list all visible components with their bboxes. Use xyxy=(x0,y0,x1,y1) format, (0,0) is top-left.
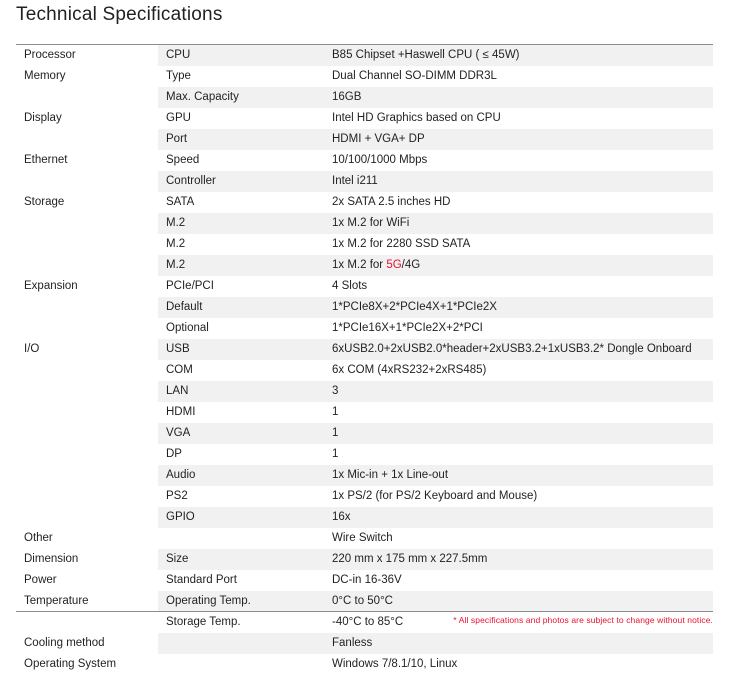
spec-value-cell: -40°C to 85°C xyxy=(324,612,713,633)
table-row xyxy=(16,87,713,108)
spec-category-cell: Memory xyxy=(16,66,158,87)
spec-category-cell xyxy=(16,486,158,507)
spec-category-cell xyxy=(16,444,158,465)
specifications-table-body xyxy=(16,45,713,675)
spec-category-cell xyxy=(16,297,158,318)
spec-subcategory-cell: HDMI xyxy=(158,402,324,423)
spec-value-cell: 6x COM (4xRS232+2xRS485) xyxy=(324,360,713,381)
spec-subcategory-cell: Type xyxy=(158,66,324,87)
table-row xyxy=(16,633,713,654)
spec-subcategory-cell: Storage Temp. xyxy=(158,612,324,633)
spec-value-cell: 1x M.2 for 2280 SSD SATA xyxy=(324,234,713,255)
spec-subcategory-cell: COM xyxy=(158,360,324,381)
table-row xyxy=(16,108,713,129)
table-bottom-rule xyxy=(16,611,713,612)
spec-subcategory-cell: DP xyxy=(158,444,324,465)
spec-value-cell: 1x PS/2 (for PS/2 Keyboard and Mouse) xyxy=(324,486,713,507)
spec-subcategory-cell xyxy=(158,528,324,549)
spec-value-cell xyxy=(324,255,713,276)
spec-category-cell: Dimension xyxy=(16,549,158,570)
spec-value-part: 5G xyxy=(386,259,402,271)
spec-value-cell: 1x M.2 for WiFi xyxy=(324,213,713,234)
spec-category-cell xyxy=(16,612,158,633)
spec-category-cell xyxy=(16,318,158,339)
table-row xyxy=(16,171,713,192)
table-row xyxy=(16,465,713,486)
spec-subcategory-cell: VGA xyxy=(158,423,324,444)
spec-value-cell: 1x Mic-in + 1x Line-out xyxy=(324,465,713,486)
table-row xyxy=(16,507,713,528)
spec-subcategory-cell xyxy=(158,633,324,654)
spec-value-cell: 3 xyxy=(324,381,713,402)
spec-category-cell xyxy=(16,507,158,528)
spec-category-cell xyxy=(16,402,158,423)
spec-subcategory-cell: USB xyxy=(158,339,324,360)
table-row xyxy=(16,255,713,276)
spec-subcategory-cell: LAN xyxy=(158,381,324,402)
spec-category-cell: Power xyxy=(16,570,158,591)
table-row xyxy=(16,444,713,465)
table-row xyxy=(16,402,713,423)
spec-subcategory-cell: Size xyxy=(158,549,324,570)
spec-subcategory-cell: PS2 xyxy=(158,486,324,507)
spec-value-cell: Dual Channel SO-DIMM DDR3L xyxy=(324,66,713,87)
spec-subcategory-cell: SATA xyxy=(158,192,324,213)
spec-category-cell xyxy=(16,360,158,381)
table-row xyxy=(16,360,713,381)
spec-subcategory-cell: Controller xyxy=(158,171,324,192)
spec-category-cell: Cooling method xyxy=(16,633,158,654)
spec-category-cell xyxy=(16,213,158,234)
table-row xyxy=(16,486,713,507)
table-row xyxy=(16,213,713,234)
spec-category-cell: Display xyxy=(16,108,158,129)
spec-value-cell: DC-in 16-36V xyxy=(324,570,713,591)
spec-subcategory-cell: CPU xyxy=(158,45,324,66)
table-row xyxy=(16,423,713,444)
spec-category-cell: Other xyxy=(16,528,158,549)
spec-value-cell: B85 Chipset +Haswell CPU ( ≤ 45W) xyxy=(324,45,713,66)
table-row xyxy=(16,66,713,87)
specifications-table xyxy=(16,45,713,675)
spec-category-cell: Temperature xyxy=(16,591,158,612)
spec-subcategory-cell: M.2 xyxy=(158,213,324,234)
table-row xyxy=(16,570,713,591)
spec-category-cell xyxy=(16,255,158,276)
table-row xyxy=(16,45,713,66)
spec-subcategory-cell: Operating Temp. xyxy=(158,591,324,612)
spec-value-cell: 6xUSB2.0+2xUSB2.0*header+2xUSB3.2+1xUSB3.2* Dongle Onboard xyxy=(324,339,713,360)
spec-subcategory-cell: Max. Capacity xyxy=(158,87,324,108)
page-title: Technical Specifications xyxy=(16,4,223,25)
spec-value-cell: 1 xyxy=(324,423,713,444)
spec-value-cell: Intel i211 xyxy=(324,171,713,192)
spec-subcategory-cell: Default xyxy=(158,297,324,318)
spec-subcategory-cell: PCIe/PCI xyxy=(158,276,324,297)
table-row xyxy=(16,591,713,612)
table-row xyxy=(16,339,713,360)
spec-category-cell xyxy=(16,129,158,150)
spec-category-cell xyxy=(16,381,158,402)
table-row xyxy=(16,150,713,171)
spec-value-cell: 16GB xyxy=(324,87,713,108)
spec-value-cell: 1 xyxy=(324,444,713,465)
spec-value-part: 1x M.2 for xyxy=(332,259,387,271)
spec-subcategory-cell: M.2 xyxy=(158,234,324,255)
spec-value-cell: 4 Slots xyxy=(324,276,713,297)
spec-subcategory-cell: M.2 xyxy=(158,255,324,276)
spec-subcategory-cell: GPIO xyxy=(158,507,324,528)
spec-value-cell: Intel HD Graphics based on CPU xyxy=(324,108,713,129)
spec-category-cell xyxy=(16,465,158,486)
spec-value-cell: 16x xyxy=(324,507,713,528)
spec-subcategory-cell: GPU xyxy=(158,108,324,129)
spec-value-cell: HDMI + VGA+ DP xyxy=(324,129,713,150)
footnote: * All specifications and photos are subject to change without notice. xyxy=(453,615,713,625)
spec-subcategory-cell: Speed xyxy=(158,150,324,171)
spec-subcategory-cell: Standard Port xyxy=(158,570,324,591)
spec-value-cell: 2x SATA 2.5 inches HD xyxy=(324,192,713,213)
table-row xyxy=(16,297,713,318)
spec-value-cell: 1 xyxy=(324,402,713,423)
table-row xyxy=(16,129,713,150)
spec-value-cell: 220 mm x 175 mm x 227.5mm xyxy=(324,549,713,570)
spec-value-cell: 1*PCIe8X+2*PCIe4X+1*PCIe2X xyxy=(324,297,713,318)
table-row xyxy=(16,192,713,213)
spec-value-cell: Wire Switch xyxy=(324,528,713,549)
spec-value-cell: 0°C to 50°C xyxy=(324,591,713,612)
spec-value-cell: Fanless xyxy=(324,633,713,654)
spec-value-cell: 1*PCIe16X+1*PCIe2X+2*PCI xyxy=(324,318,713,339)
table-row xyxy=(16,318,713,339)
spec-subcategory-cell: Port xyxy=(158,129,324,150)
table-row xyxy=(16,528,713,549)
spec-category-cell: Operating System xyxy=(16,654,158,675)
spec-category-cell: Expansion xyxy=(16,276,158,297)
spec-subcategory-cell xyxy=(158,654,324,675)
spec-category-cell xyxy=(16,234,158,255)
table-row xyxy=(16,381,713,402)
spec-category-cell: Ethernet xyxy=(16,150,158,171)
table-row xyxy=(16,276,713,297)
spec-value-part: /4G xyxy=(401,259,421,271)
spec-category-cell: Storage xyxy=(16,192,158,213)
spec-category-cell xyxy=(16,423,158,444)
spec-subcategory-cell: Optional xyxy=(158,318,324,339)
spec-category-cell xyxy=(16,87,158,108)
spec-category-cell: I/O xyxy=(16,339,158,360)
spec-category-cell xyxy=(16,171,158,192)
spec-category-cell: Processor xyxy=(16,45,158,66)
spec-value-cell: Windows 7/8.1/10, Linux xyxy=(324,654,713,675)
table-row xyxy=(16,549,713,570)
spec-value-cell: 10/100/1000 Mbps xyxy=(324,150,713,171)
spec-subcategory-cell: Audio xyxy=(158,465,324,486)
table-row xyxy=(16,234,713,255)
table-row xyxy=(16,654,713,675)
